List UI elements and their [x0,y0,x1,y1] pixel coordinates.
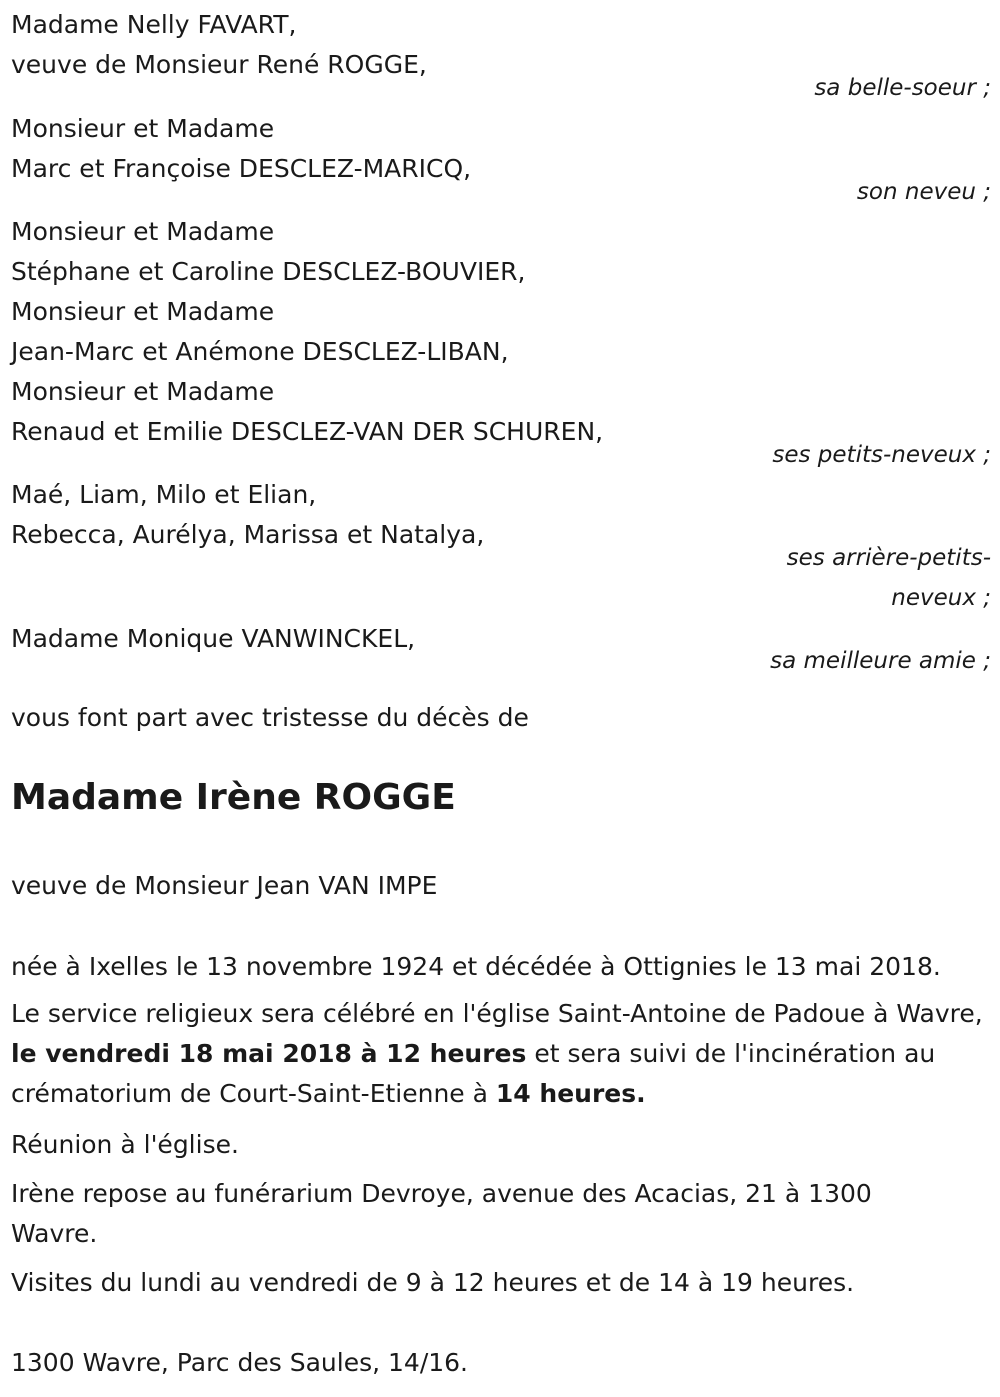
family-line: Stéphane et Caroline DESCLEZ-BOUVIER, [11,257,526,286]
relation-label: neveux ; [891,585,991,611]
family-line: Madame Monique VANWINCKEL, [11,624,416,653]
relation-label: son neveu ; [856,179,991,205]
repose-text: Irène repose au funérarium Devroye, avenue des Acacias, 21 à 1300 Wavre. [11,1179,872,1248]
service-date: le vendredi 18 mai 2018 à 12 heures [11,1039,527,1068]
relation-label: sa belle-soeur ; [814,75,991,101]
family-line: Madame Nelly FAVART, [11,10,297,39]
family-line: Jean-Marc et Anémone DESCLEZ-LIBAN, [11,337,509,366]
family-line: Renaud et Emilie DESCLEZ-VAN DER SCHUREN, [11,417,604,446]
family-line: Monsieur et Madame [11,114,275,143]
visits-text: Visites du lundi au vendredi de 9 à 12 heures et de 14 à 19 heures. [11,1268,855,1297]
family-line: Maé, Liam, Milo et Elian, [11,480,317,509]
deceased-spouse: veuve de Monsieur Jean VAN IMPE [11,871,438,900]
family-line: Monsieur et Madame [11,297,275,326]
family-line: veuve de Monsieur René ROGGE, [11,50,427,79]
family-line: Monsieur et Madame [11,217,275,246]
family-line: Monsieur et Madame [11,377,275,406]
family-line: Rebecca, Aurélya, Marissa et Natalya, [11,520,485,549]
address-text: 1300 Wavre, Parc des Saules, 14/16. [11,1348,468,1377]
relation-label: ses petits-neveux ; [772,442,991,468]
announcement-text: vous font part avec tristesse du décès de [11,703,529,732]
deceased-name: Madame Irène ROGGE [11,777,456,818]
service-text: et sera suivi de l'incinération au crématorium de Court-Saint-Etienne à [11,1039,936,1108]
family-line: Marc et Françoise DESCLEZ-MARICQ, [11,154,472,183]
service-text: Le service religieux sera célébré en l'église Saint-Antoine de Padoue à Wavre, [11,999,983,1028]
service-paragraph [11,994,991,1114]
relation-label: ses arrière-petits- [786,545,991,571]
relation-label: sa meilleure amie ; [770,648,991,674]
cremation-time: 14 heures. [495,1079,646,1108]
reunion-text: Réunion à l'église. [11,1130,239,1159]
birth-death-text: née à Ixelles le 13 novembre 1924 et décédée à Ottignies le 13 mai 2018. [11,952,941,981]
